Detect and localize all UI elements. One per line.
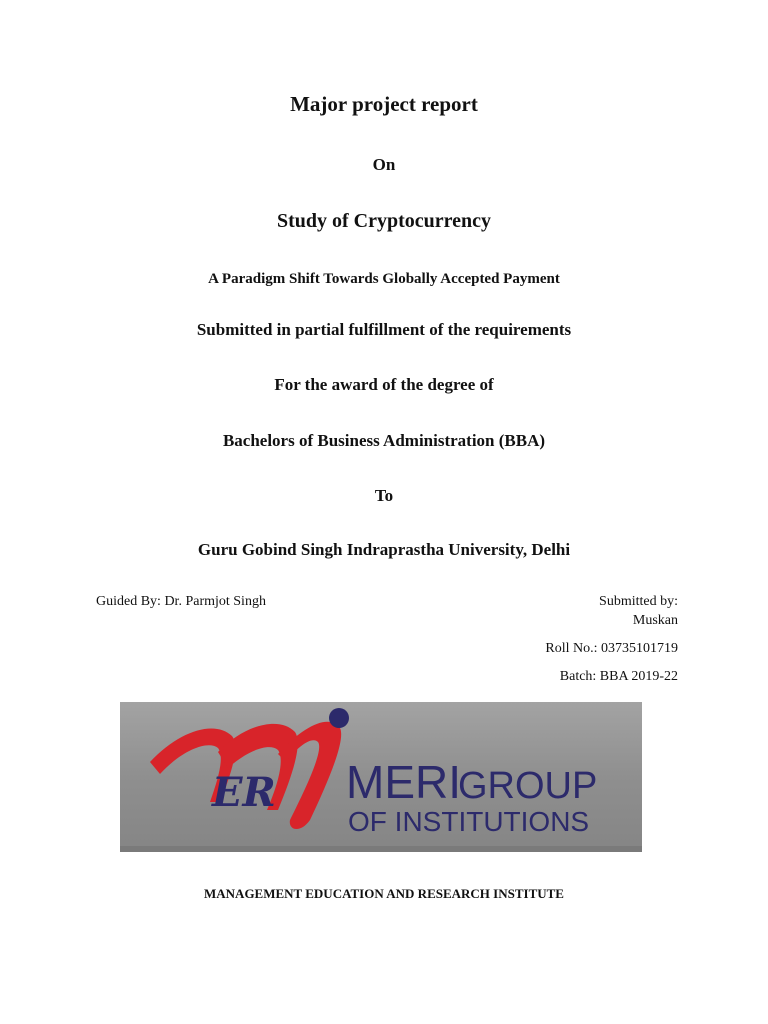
logo-meri: MERI [346, 756, 461, 808]
logo-monogram: ER [212, 769, 276, 816]
logo-group: GROUP [458, 765, 598, 807]
award-statement: For the award of the degree of [274, 375, 494, 394]
to-label: To [374, 486, 394, 505]
submitted-by-label: Submitted by: [599, 594, 678, 609]
logo-dot [329, 708, 349, 728]
guided-by: Guided By: Dr. Parmjot Singh [96, 594, 266, 609]
on-label: On [372, 155, 396, 174]
report-subject: Study of Cryptocurrency [276, 210, 492, 232]
submitted-statement: Submitted in partial fulfillment of the requirements [196, 320, 572, 339]
institute-name: MANAGEMENT EDUCATION AND RESEARCH INSTITUTE [204, 886, 564, 901]
report-tagline: A Paradigm Shift Towards Globally Accepted Payment [208, 271, 560, 287]
logo-of-institutions: OF INSTITUTIONS [348, 806, 590, 837]
meri-logo [120, 702, 642, 852]
student-name: Muskan [632, 613, 678, 628]
university-name: Guru Gobind Singh Indraprastha University, Delhi [197, 540, 571, 559]
roll-number: Roll No.: 03735101719 [545, 641, 678, 656]
report-title: Major project report [290, 92, 478, 116]
batch: Batch: BBA 2019-22 [559, 669, 678, 684]
degree-name: Bachelors of Business Administration (BBA) [222, 431, 546, 450]
